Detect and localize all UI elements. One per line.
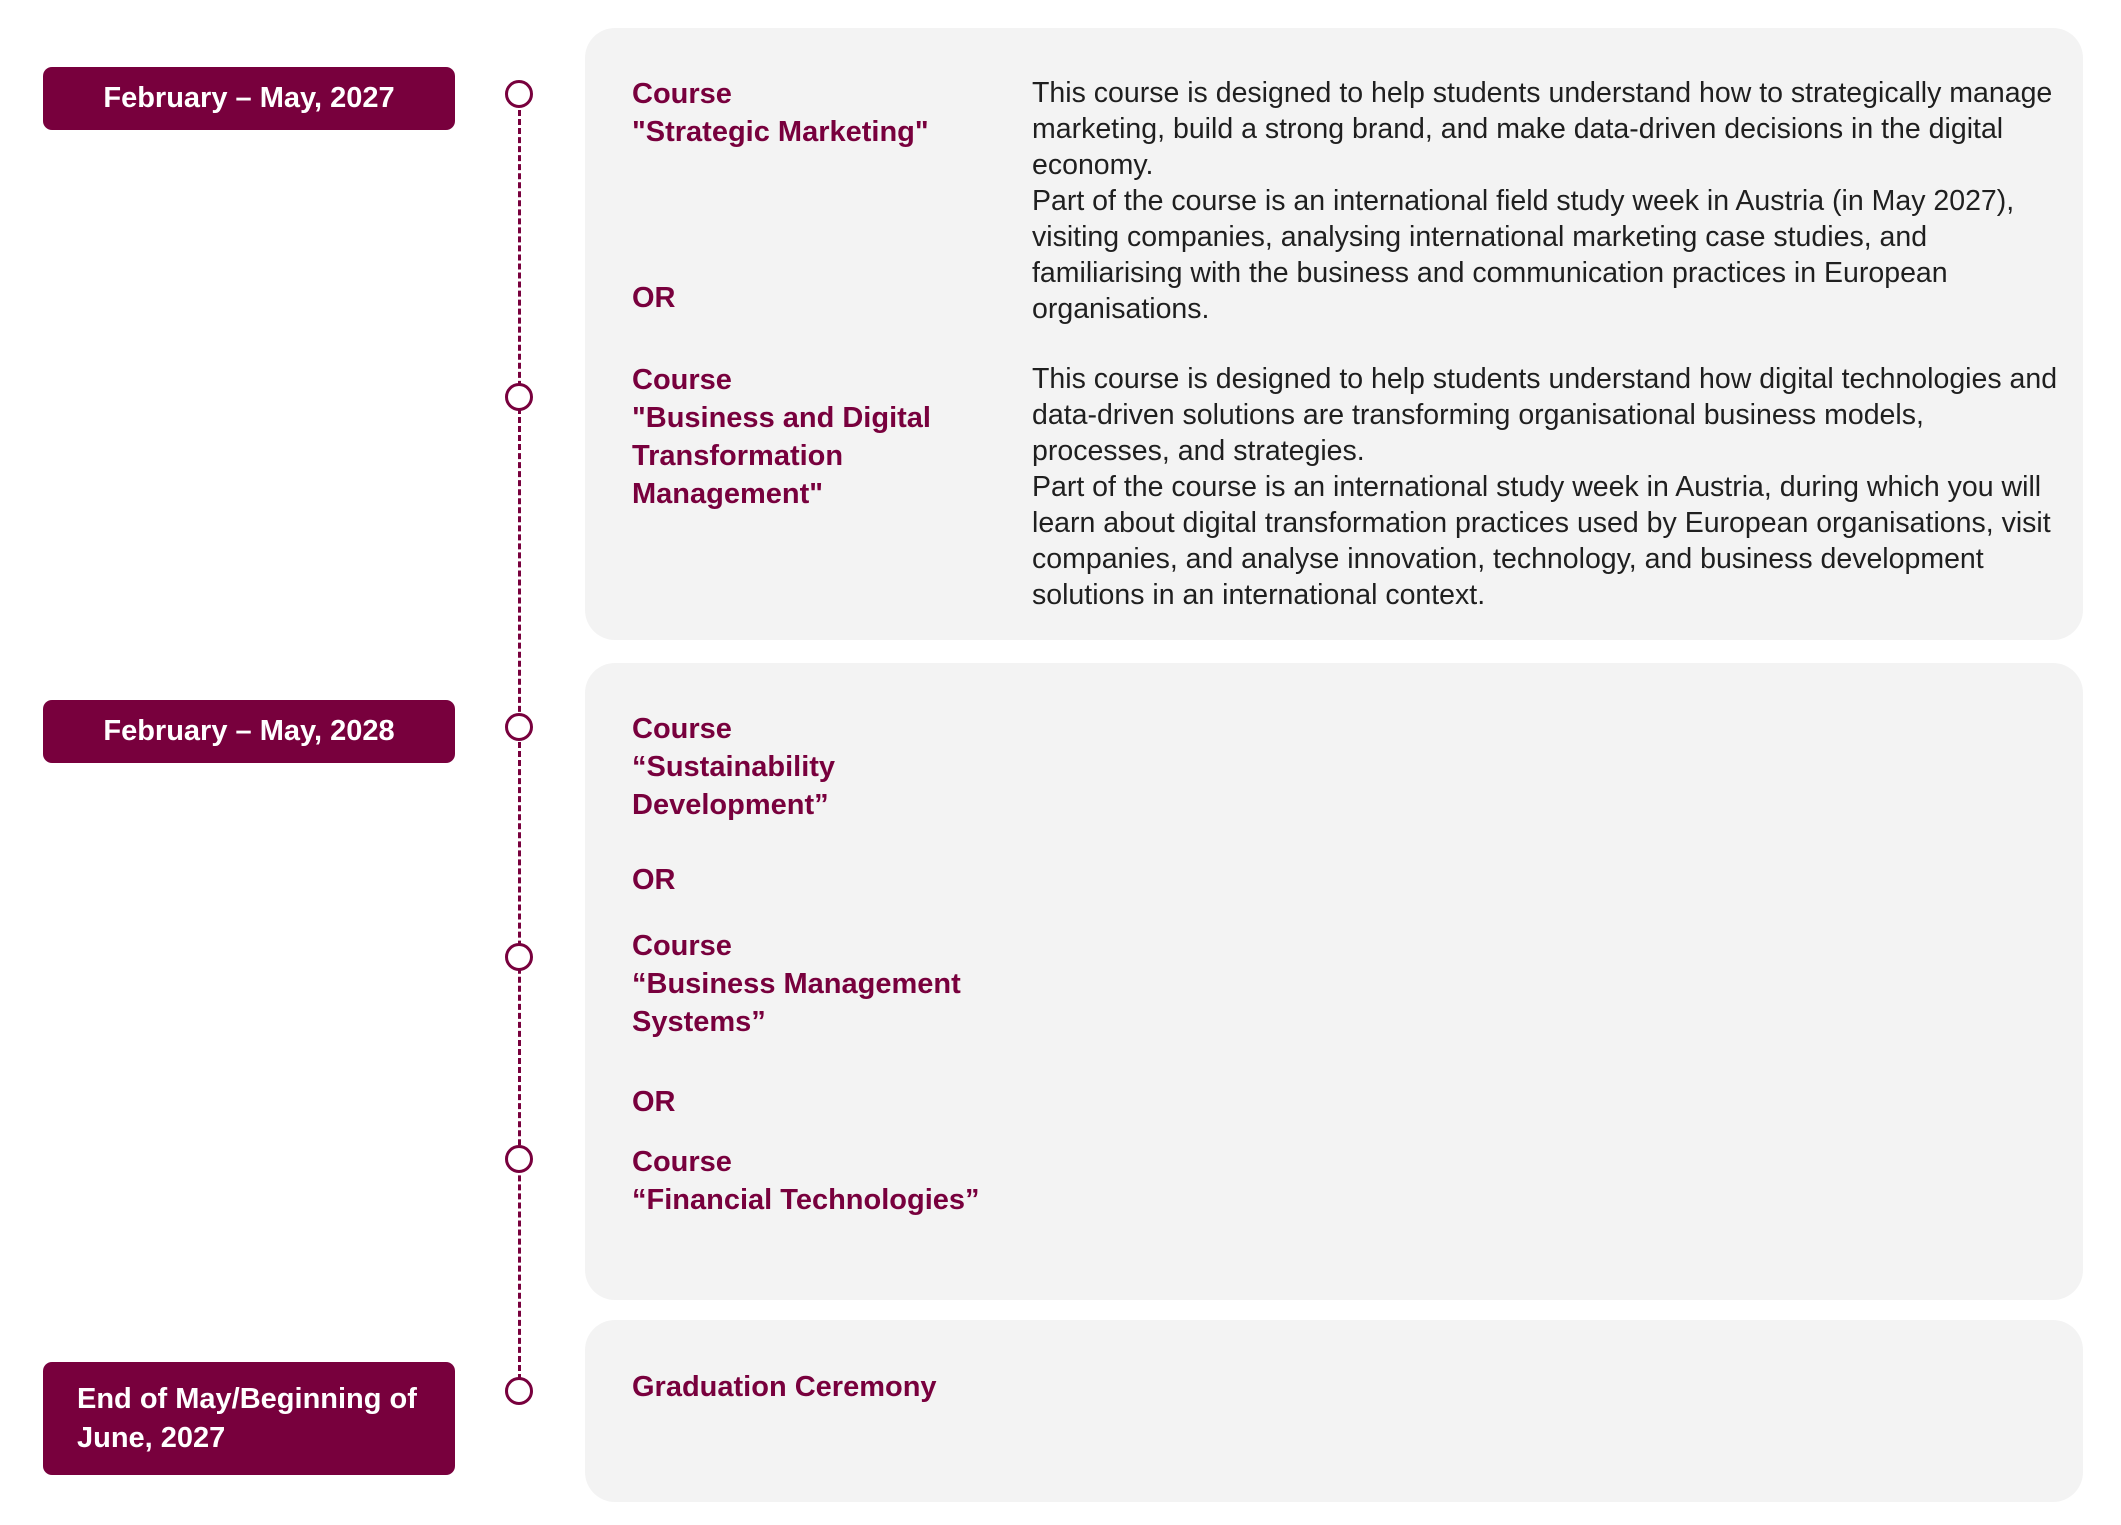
course-description-paragraph: This course is designed to help students understand how digital technologies and data-driven solutions are transforming organisational business models, processes, and strategies. [1032, 363, 2058, 467]
date-badge-2028: February – May, 2028 [43, 700, 455, 763]
timeline-line [518, 110, 521, 1380]
course-description-paragraph: This course is designed to help students understand how to strategically manage marketing, build a strong brand, and make data-driven decisions in the digital economy. [1032, 77, 2053, 181]
or-separator: OR [632, 864, 676, 896]
timeline-dot-strategic-marketing [505, 80, 533, 108]
course-title-business-management: Course “Business Management Systems” [632, 930, 961, 1038]
course-title-sustainability: Course “Sustainability Development” [632, 713, 836, 821]
course-title-strategic-marketing: Course "Strategic Marketing" [632, 78, 929, 148]
or-separator: OR [632, 1086, 676, 1118]
timeline-dot-business-digital [505, 383, 533, 411]
timeline-dot-financial-technologies [505, 1145, 533, 1173]
or-separator: OR [632, 282, 676, 314]
course-description-paragraph: Part of the course is an international study week in Austria, during which you will learn about digital transformation practices used by European organisations, visit companies, and analyse innovation, technology, and business development solutions in an international context. [1032, 471, 2051, 611]
graduation-ceremony-title: Graduation Ceremony [632, 1371, 937, 1403]
course-title-financial-technologies: Course “Financial Technologies” [632, 1146, 980, 1216]
timeline-dot-business-management [505, 943, 533, 971]
date-badge-graduation: End of May/Beginning of June, 2027 [43, 1362, 455, 1475]
date-badge-2027: February – May, 2027 [43, 67, 455, 130]
course-description-business-digital [1032, 361, 2062, 613]
course-title-business-digital: Course "Business and Digital Transformation Management" [632, 364, 931, 510]
course-description-strategic-marketing [1032, 75, 2062, 327]
course-card-graduation [585, 1320, 2083, 1502]
timeline-dot-sustainability [505, 713, 533, 741]
timeline-dot-graduation [505, 1377, 533, 1405]
course-description-paragraph: Part of the course is an international field study week in Austria (in May 2027), visiting companies, analysing international marketing case studies, and familiarising with the business and communication practices in European organisations. [1032, 185, 2015, 325]
